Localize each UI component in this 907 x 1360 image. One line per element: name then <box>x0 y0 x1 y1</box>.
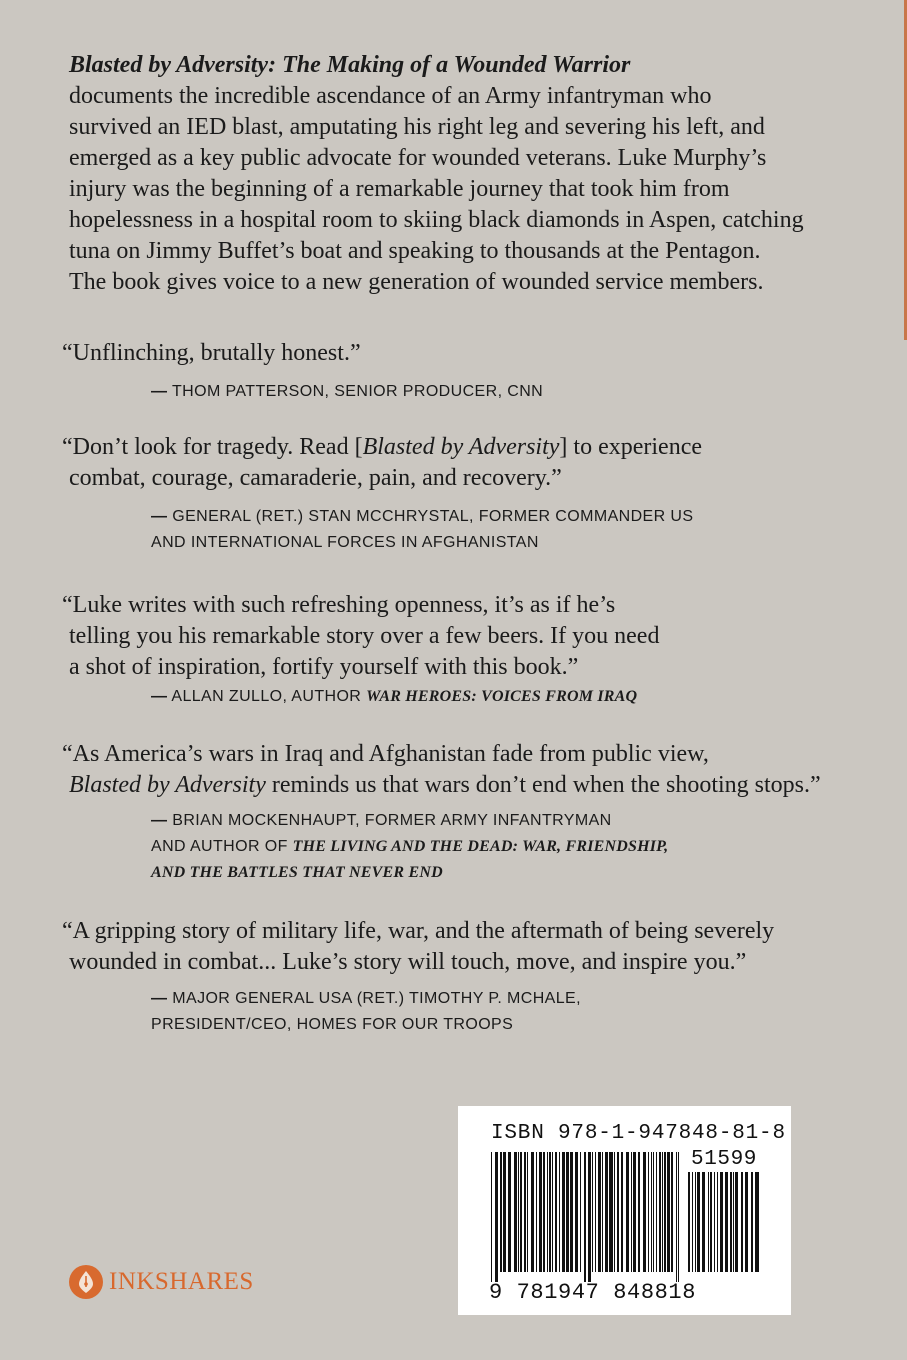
barcode-bar <box>755 1172 759 1272</box>
barcode-bar <box>710 1172 712 1272</box>
barcode-bar <box>692 1172 693 1272</box>
barcode-bar <box>555 1152 557 1272</box>
barcode-bar <box>500 1152 502 1272</box>
em-dash: — <box>151 688 168 705</box>
price-code: 51599 <box>691 1148 758 1171</box>
book-title: Blasted by Adversity: The Making of a Wounded Warrior <box>69 52 631 78</box>
isbn-barcode-box <box>458 1106 791 1315</box>
barcode-bar <box>524 1152 526 1272</box>
barcode-bar <box>720 1172 723 1272</box>
barcode-bar <box>536 1152 537 1272</box>
testimonial-quote-5 <box>62 916 862 978</box>
testimonial-quote-3 <box>62 590 862 683</box>
blurb-line: The book gives voice to a new generation of wounded service members. <box>69 269 764 295</box>
barcode-bar <box>602 1152 603 1272</box>
barcode-bar <box>549 1152 551 1272</box>
blurb-line: tuna on Jimmy Buffet’s boat and speaking to thousands at the Pentagon. <box>69 238 761 264</box>
barcode-bar <box>566 1152 569 1272</box>
attribution-book-title: AND THE BATTLES THAT NEVER END <box>151 864 443 881</box>
barcode-bar <box>653 1152 654 1272</box>
barcode-bar <box>725 1172 728 1272</box>
blurb-line: injury was the beginning of a remarkable journey that took him from <box>69 176 730 202</box>
barcode-bar <box>745 1172 748 1272</box>
barcode-bar <box>741 1172 743 1272</box>
em-dash: — <box>151 990 168 1007</box>
barcode-bar <box>651 1152 652 1272</box>
quote-line: combat, courage, camaraderie, pain, and recovery.” <box>69 465 562 491</box>
attribution-line: GENERAL (RET.) STAN MCCHRYSTAL, FORMER COMMANDER US <box>172 508 694 525</box>
barcode-bar <box>514 1152 517 1272</box>
testimonial-quote-2 <box>62 432 862 494</box>
barcode-bar <box>621 1152 623 1272</box>
quote-line: telling you his remarkable story over a few beers. If you need <box>69 623 660 649</box>
quote-line: “As America’s wars in Iraq and Afghanistan fade from public view, <box>62 741 709 767</box>
barcode-bar <box>584 1152 586 1282</box>
barcode-bar <box>638 1152 640 1272</box>
barcode-bar <box>527 1152 528 1272</box>
quote-line: a shot of inspiration, fortify yourself with this book.” <box>69 654 579 680</box>
testimonial-attribution-4 <box>151 808 871 886</box>
testimonial-attribution-2 <box>151 504 871 556</box>
barcode-bar <box>570 1152 573 1272</box>
quote-text: “Don’t look for tragedy. Read [ <box>62 434 363 460</box>
barcode-bar <box>633 1152 636 1272</box>
barcode-bar <box>733 1172 734 1272</box>
barcode-bar <box>626 1152 629 1272</box>
barcode-bar <box>702 1172 705 1272</box>
attribution-line: THOM PATTERSON, SENIOR PRODUCER, CNN <box>171 383 544 400</box>
barcode-bar <box>503 1152 506 1272</box>
isbn-label: ISBN 978-1-947848-81-8 <box>491 1122 786 1145</box>
barcode-bar <box>631 1152 632 1272</box>
quoted-book-title: Blasted by Adversity <box>362 434 560 460</box>
attribution-line: PRESIDENT/CEO, HOMES FOR OUR TROOPS <box>151 1016 514 1033</box>
em-dash: — <box>151 812 168 829</box>
barcode-bar <box>495 1152 498 1282</box>
barcode-bar <box>708 1172 709 1272</box>
attribution-book-title: WAR HEROES: VOICES FROM IRAQ <box>366 688 638 705</box>
attribution-text: ALLAN ZULLO, AUTHOR <box>171 688 367 705</box>
barcode-bar <box>648 1152 649 1272</box>
barcode-bar <box>656 1152 657 1272</box>
quote-text: ] to experience <box>559 434 703 460</box>
barcode-bar <box>539 1152 542 1272</box>
barcode-bar <box>491 1152 492 1282</box>
barcode-bar <box>605 1152 608 1272</box>
barcode-bar <box>671 1152 673 1272</box>
attribution-book-title: THE LIVING AND THE DEAD: WAR, FRIENDSHIP, <box>292 838 669 855</box>
barcode-bar <box>614 1152 615 1272</box>
barcode-bar <box>643 1152 646 1272</box>
barcode-bar <box>714 1172 715 1272</box>
barcode-bar <box>659 1152 661 1272</box>
barcode-bar <box>562 1152 565 1272</box>
pen-nib-icon <box>69 1265 103 1299</box>
quote-text: reminds us that wars don’t end when the shooting stops.” <box>265 772 821 798</box>
quoted-book-title: Blasted by Adversity <box>69 772 266 798</box>
barcode-bar <box>617 1152 619 1272</box>
quote-line: wounded in combat... Luke’s story will touch, move, and inspire you.” <box>69 949 747 975</box>
barcode-bar <box>730 1172 732 1272</box>
barcode-bar <box>575 1152 578 1272</box>
barcode-bar <box>543 1152 545 1272</box>
em-dash: — <box>151 383 168 400</box>
barcode-bar <box>717 1172 718 1272</box>
blurb-line: documents the incredible ascendance of an Army infantryman who <box>69 83 712 109</box>
barcode-bar <box>580 1152 581 1272</box>
quote-line: “Unflinching, brutally honest.” <box>62 340 361 366</box>
barcode-bar <box>520 1152 522 1272</box>
barcode-bar <box>609 1152 613 1272</box>
barcode-bar <box>531 1152 534 1272</box>
barcode-bar <box>751 1172 753 1272</box>
barcode-bar <box>662 1152 663 1272</box>
publisher-logo <box>69 1262 254 1302</box>
testimonial-attribution-5 <box>151 986 871 1038</box>
barcode-bar <box>552 1152 553 1272</box>
attribution-text: AND AUTHOR OF <box>151 838 293 855</box>
barcode-bar <box>697 1172 700 1272</box>
barcode-bar <box>547 1152 548 1272</box>
barcode-bar <box>592 1152 593 1272</box>
blurb-line: emerged as a key public advocate for wounded veterans. Luke Murphy’s <box>69 145 767 171</box>
barcode-bar <box>735 1172 738 1272</box>
barcode-bar <box>588 1152 591 1282</box>
barcode-bar <box>688 1172 690 1272</box>
quote-line: “Luke writes with such refreshing openness, it’s as if he’s <box>62 592 616 618</box>
barcode-bar <box>595 1152 596 1272</box>
barcode-bar <box>518 1152 519 1272</box>
barcode-bar <box>676 1152 677 1282</box>
testimonial-quote-1 <box>62 338 862 369</box>
barcode-bar <box>508 1152 511 1272</box>
ean-barcode <box>491 1152 681 1282</box>
attribution-line: AND INTERNATIONAL FORCES IN AFGHANISTAN <box>151 534 539 551</box>
book-blurb <box>69 50 849 298</box>
publisher-name: INKSHARES <box>109 1268 254 1295</box>
addon-barcode <box>688 1172 760 1282</box>
blurb-line: hopelessness in a hospital room to skiing black diamonds in Aspen, catching <box>69 207 804 233</box>
ean-digits: 9 781947 848818 <box>489 1280 697 1305</box>
barcode-bar <box>664 1152 666 1272</box>
attribution-line: BRIAN MOCKENHAUPT, FORMER ARMY INFANTRYMAN <box>172 812 612 829</box>
barcode-bar <box>667 1152 670 1272</box>
barcode-bar <box>678 1152 679 1282</box>
blurb-line: survived an IED blast, amputating his right leg and severing his left, and <box>69 114 765 140</box>
barcode-bar <box>598 1152 601 1272</box>
em-dash: — <box>151 508 168 525</box>
quote-line: “A gripping story of military life, war, and the aftermath of being severely <box>62 918 775 944</box>
testimonial-quote-4 <box>62 739 862 801</box>
barcode-bar <box>695 1172 696 1272</box>
attribution-line: MAJOR GENERAL USA (RET.) TIMOTHY P. MCHALE, <box>172 990 581 1007</box>
barcode-bar <box>559 1152 560 1272</box>
testimonial-attribution-3 <box>151 684 871 710</box>
testimonial-attribution-1 <box>151 379 871 405</box>
